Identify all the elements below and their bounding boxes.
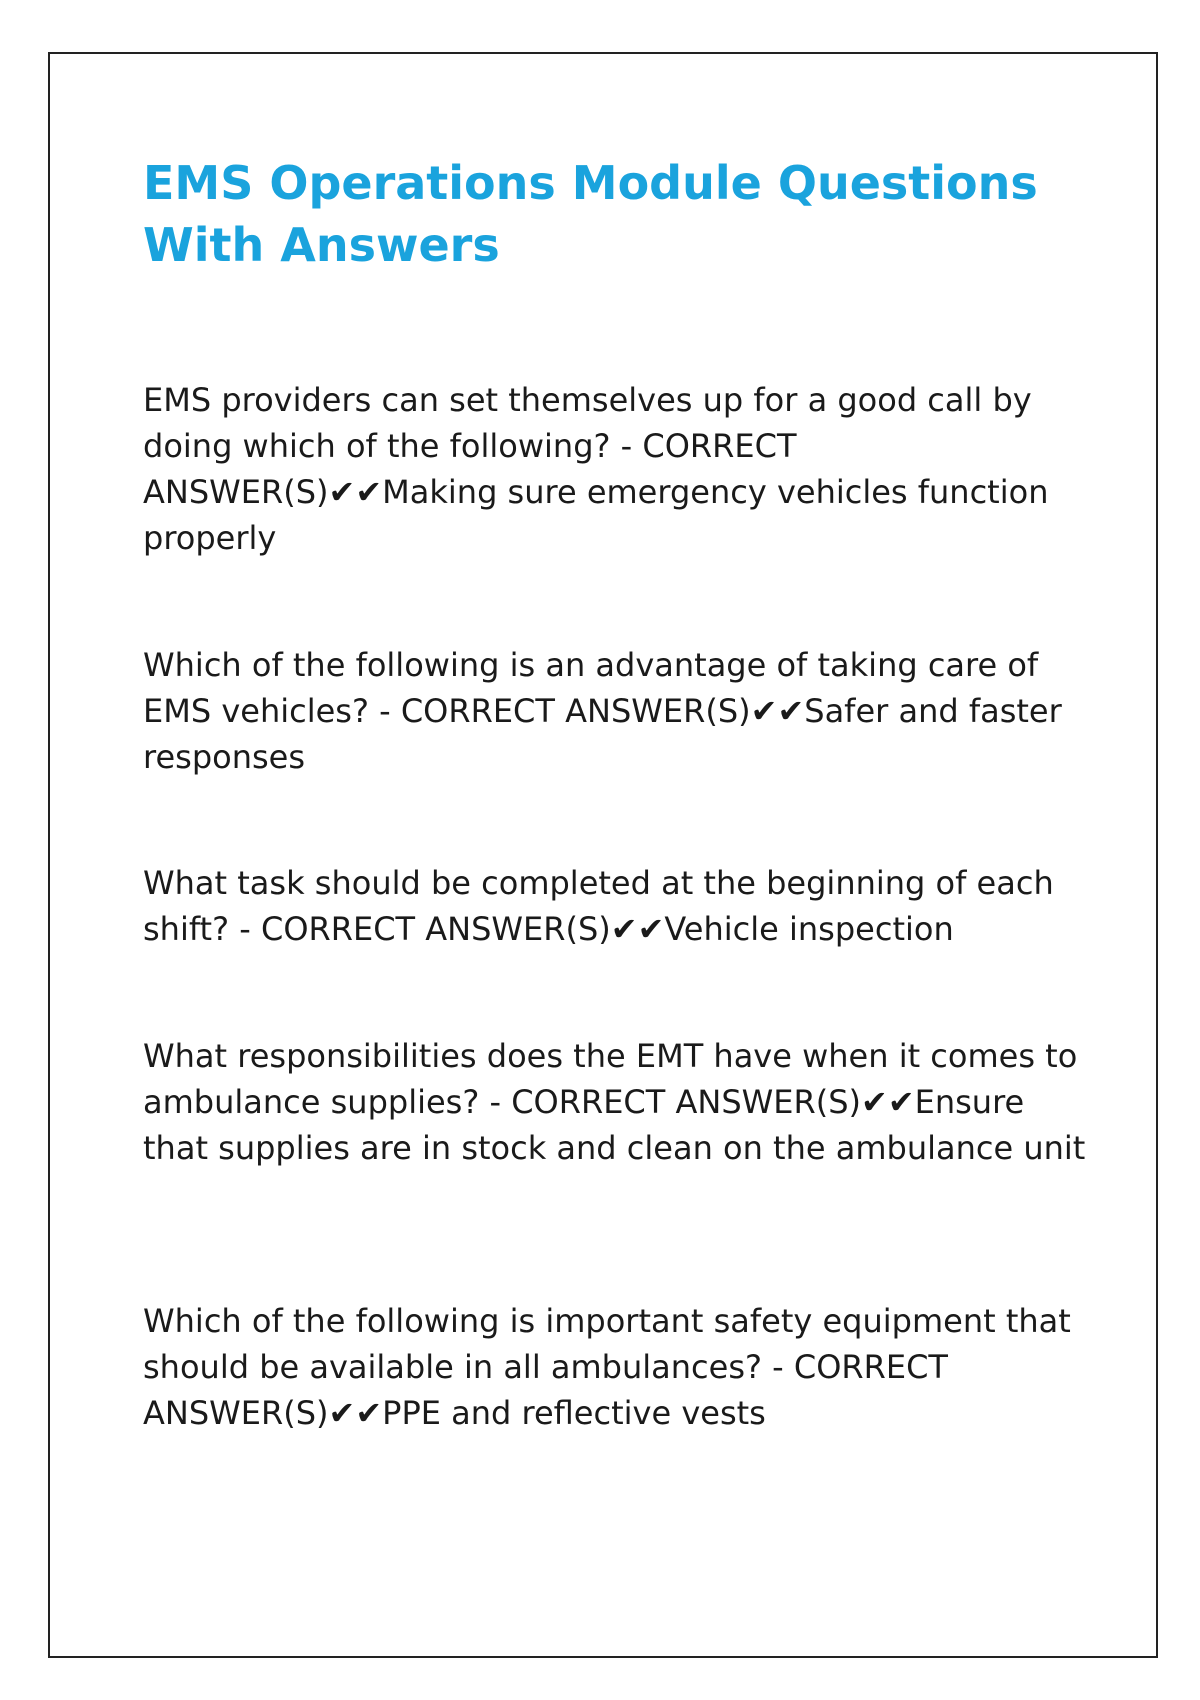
qa-item-5: Which of the following is important safety equipment that should be available in all ambulances? - CORRECT ANSWER(S)✔✔PPE and reflective vests [143, 1302, 1071, 1432]
qa-item-2: Which of the following is an advantage of taking care of EMS vehicles? - CORRECT ANSWER(S)✔✔Safer and faster responses [143, 646, 1062, 776]
document-title: EMS Operations Module Questions With Answers [143, 156, 1038, 272]
qa-item-3: What task should be completed at the beginning of each shift? - CORRECT ANSWER(S)✔✔Vehicle inspection [143, 864, 1054, 948]
qa-item-1: EMS providers can set themselves up for a good call by doing which of the following? - CORRECT ANSWER(S)✔✔Making sure emergency vehicles function properly [143, 381, 1049, 557]
document-page [48, 52, 1158, 1658]
qa-item-4: What responsibilities does the EMT have when it comes to ambulance supplies? - CORRECT ANSWER(S)✔✔Ensure that supplies are in stock and clean on the ambulance unit [143, 1037, 1086, 1167]
